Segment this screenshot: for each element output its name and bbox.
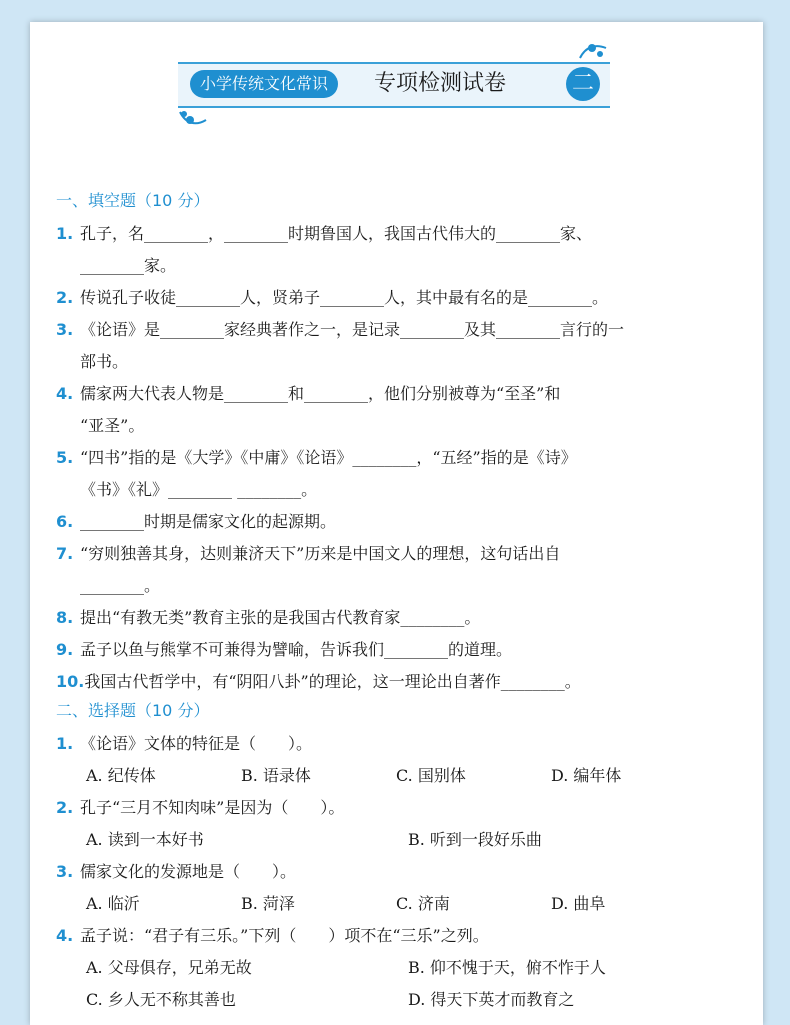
question-text: 儒家两大代表人物是________和________，他们分别被尊为“至圣”和 bbox=[80, 384, 561, 403]
question-number: 2. bbox=[56, 288, 74, 307]
question-number: 7. bbox=[56, 544, 74, 563]
question-number: 6. bbox=[56, 512, 74, 531]
question-text-continued: “亚圣”。 bbox=[80, 416, 145, 435]
option-a: A. 读到一本好书 bbox=[86, 830, 204, 849]
option-b: B. 听到一段好乐曲 bbox=[408, 830, 542, 849]
option-c: C. 乡人无不称其善也 bbox=[86, 990, 236, 1009]
choice-question bbox=[56, 728, 746, 792]
question-text: 孟子说：“君子有三乐。”下列（ ）项不在“三乐”之列。 bbox=[80, 926, 489, 945]
options-row bbox=[56, 952, 746, 984]
question-text: 儒家文化的发源地是（ ）。 bbox=[80, 862, 297, 881]
fill-question bbox=[56, 378, 746, 442]
option-b: B. 语录体 bbox=[241, 766, 311, 785]
fill-question bbox=[56, 314, 746, 378]
exam-header bbox=[178, 40, 610, 118]
option-c: C. 国别体 bbox=[396, 766, 466, 785]
choice-question bbox=[56, 856, 746, 920]
floral-ornament-icon bbox=[178, 108, 208, 130]
question-text-continued: 部书。 bbox=[80, 352, 129, 371]
question-number: 9. bbox=[56, 640, 74, 659]
subject-badge: 小学传统文化常识 bbox=[190, 70, 338, 98]
fill-question bbox=[56, 506, 746, 538]
question-number: 1. bbox=[56, 734, 74, 753]
question-text: 孟子以鱼与熊掌不可兼得为譬喻，告诉我们________的道理。 bbox=[80, 640, 513, 659]
choice-question bbox=[56, 792, 746, 856]
fill-question bbox=[56, 538, 746, 602]
question-number: 10. bbox=[56, 672, 85, 691]
question-text: 提出“有教无类”教育主张的是我国古代教育家________。 bbox=[80, 608, 481, 627]
question-number: 5. bbox=[56, 448, 74, 467]
options-row bbox=[56, 984, 746, 1016]
question-text: 《论语》文体的特征是（ ）。 bbox=[80, 734, 313, 753]
question-text: ________时期是儒家文化的起源期。 bbox=[80, 512, 337, 531]
question-number: 3. bbox=[56, 862, 74, 881]
question-text: “四书”指的是《大学》《中庸》《论语》________，“五经”指的是《诗》 bbox=[80, 448, 577, 467]
question-text: “穷则独善其身，达则兼济天下”历来是中国文人的理想，这句话出自 bbox=[80, 544, 561, 563]
question-text: 我国古代哲学中，有“阴阳八卦”的理论，这一理论出自著作________。 bbox=[84, 672, 581, 691]
question-number: 4. bbox=[56, 926, 74, 945]
question-number: 2. bbox=[56, 798, 74, 817]
choice-question bbox=[56, 920, 746, 1016]
option-b: B. 仰不愧于天，俯不怍于人 bbox=[408, 958, 606, 977]
question-number: 8. bbox=[56, 608, 74, 627]
option-d: D. 编年体 bbox=[551, 766, 622, 785]
question-number: 4. bbox=[56, 384, 74, 403]
section-heading-choice: 二、选择题（10 分） bbox=[56, 701, 210, 720]
question-number: 1. bbox=[56, 224, 74, 243]
question-text-continued: 《书》《礼》________ ________。 bbox=[80, 480, 318, 499]
question-text: 孔子“三月不知肉味”是因为（ ）。 bbox=[80, 798, 345, 817]
option-a: A. 父母俱存，兄弟无故 bbox=[86, 958, 252, 977]
options-row bbox=[56, 760, 746, 792]
paper-number-badge: 二 bbox=[566, 67, 600, 101]
option-b: B. 菏泽 bbox=[241, 894, 295, 913]
page-title: 专项检测试卷 bbox=[374, 71, 507, 96]
question-text-continued: ________家。 bbox=[80, 256, 177, 275]
question-text: 传说孔子收徒________人，贤弟子________人，其中最有名的是________。 bbox=[80, 288, 609, 307]
fill-question bbox=[56, 282, 746, 314]
options-row bbox=[56, 888, 746, 920]
fill-question bbox=[56, 218, 746, 282]
option-a: A. 临沂 bbox=[86, 894, 140, 913]
fill-question bbox=[56, 666, 746, 698]
question-text: 《论语》是________家经典著作之一，是记录________及其________言行的一 bbox=[80, 320, 625, 339]
option-d: D. 得天下英才而教育之 bbox=[408, 990, 575, 1009]
option-c: C. 济南 bbox=[396, 894, 450, 913]
question-number: 3. bbox=[56, 320, 74, 339]
question-text-continued: ________。 bbox=[80, 576, 161, 595]
options-row bbox=[56, 824, 746, 856]
fill-question bbox=[56, 602, 746, 634]
section-heading-fill: 一、填空题（10 分） bbox=[56, 191, 210, 210]
exam-content bbox=[56, 188, 746, 1016]
fill-question bbox=[56, 634, 746, 666]
floral-ornament-icon bbox=[578, 40, 608, 62]
option-d: D. 曲阜 bbox=[551, 894, 606, 913]
fill-question bbox=[56, 442, 746, 506]
question-text: 孔子，名________，________时期鲁国人，我国古代伟大的________家、 bbox=[80, 224, 593, 243]
option-a: A. 纪传体 bbox=[86, 766, 156, 785]
